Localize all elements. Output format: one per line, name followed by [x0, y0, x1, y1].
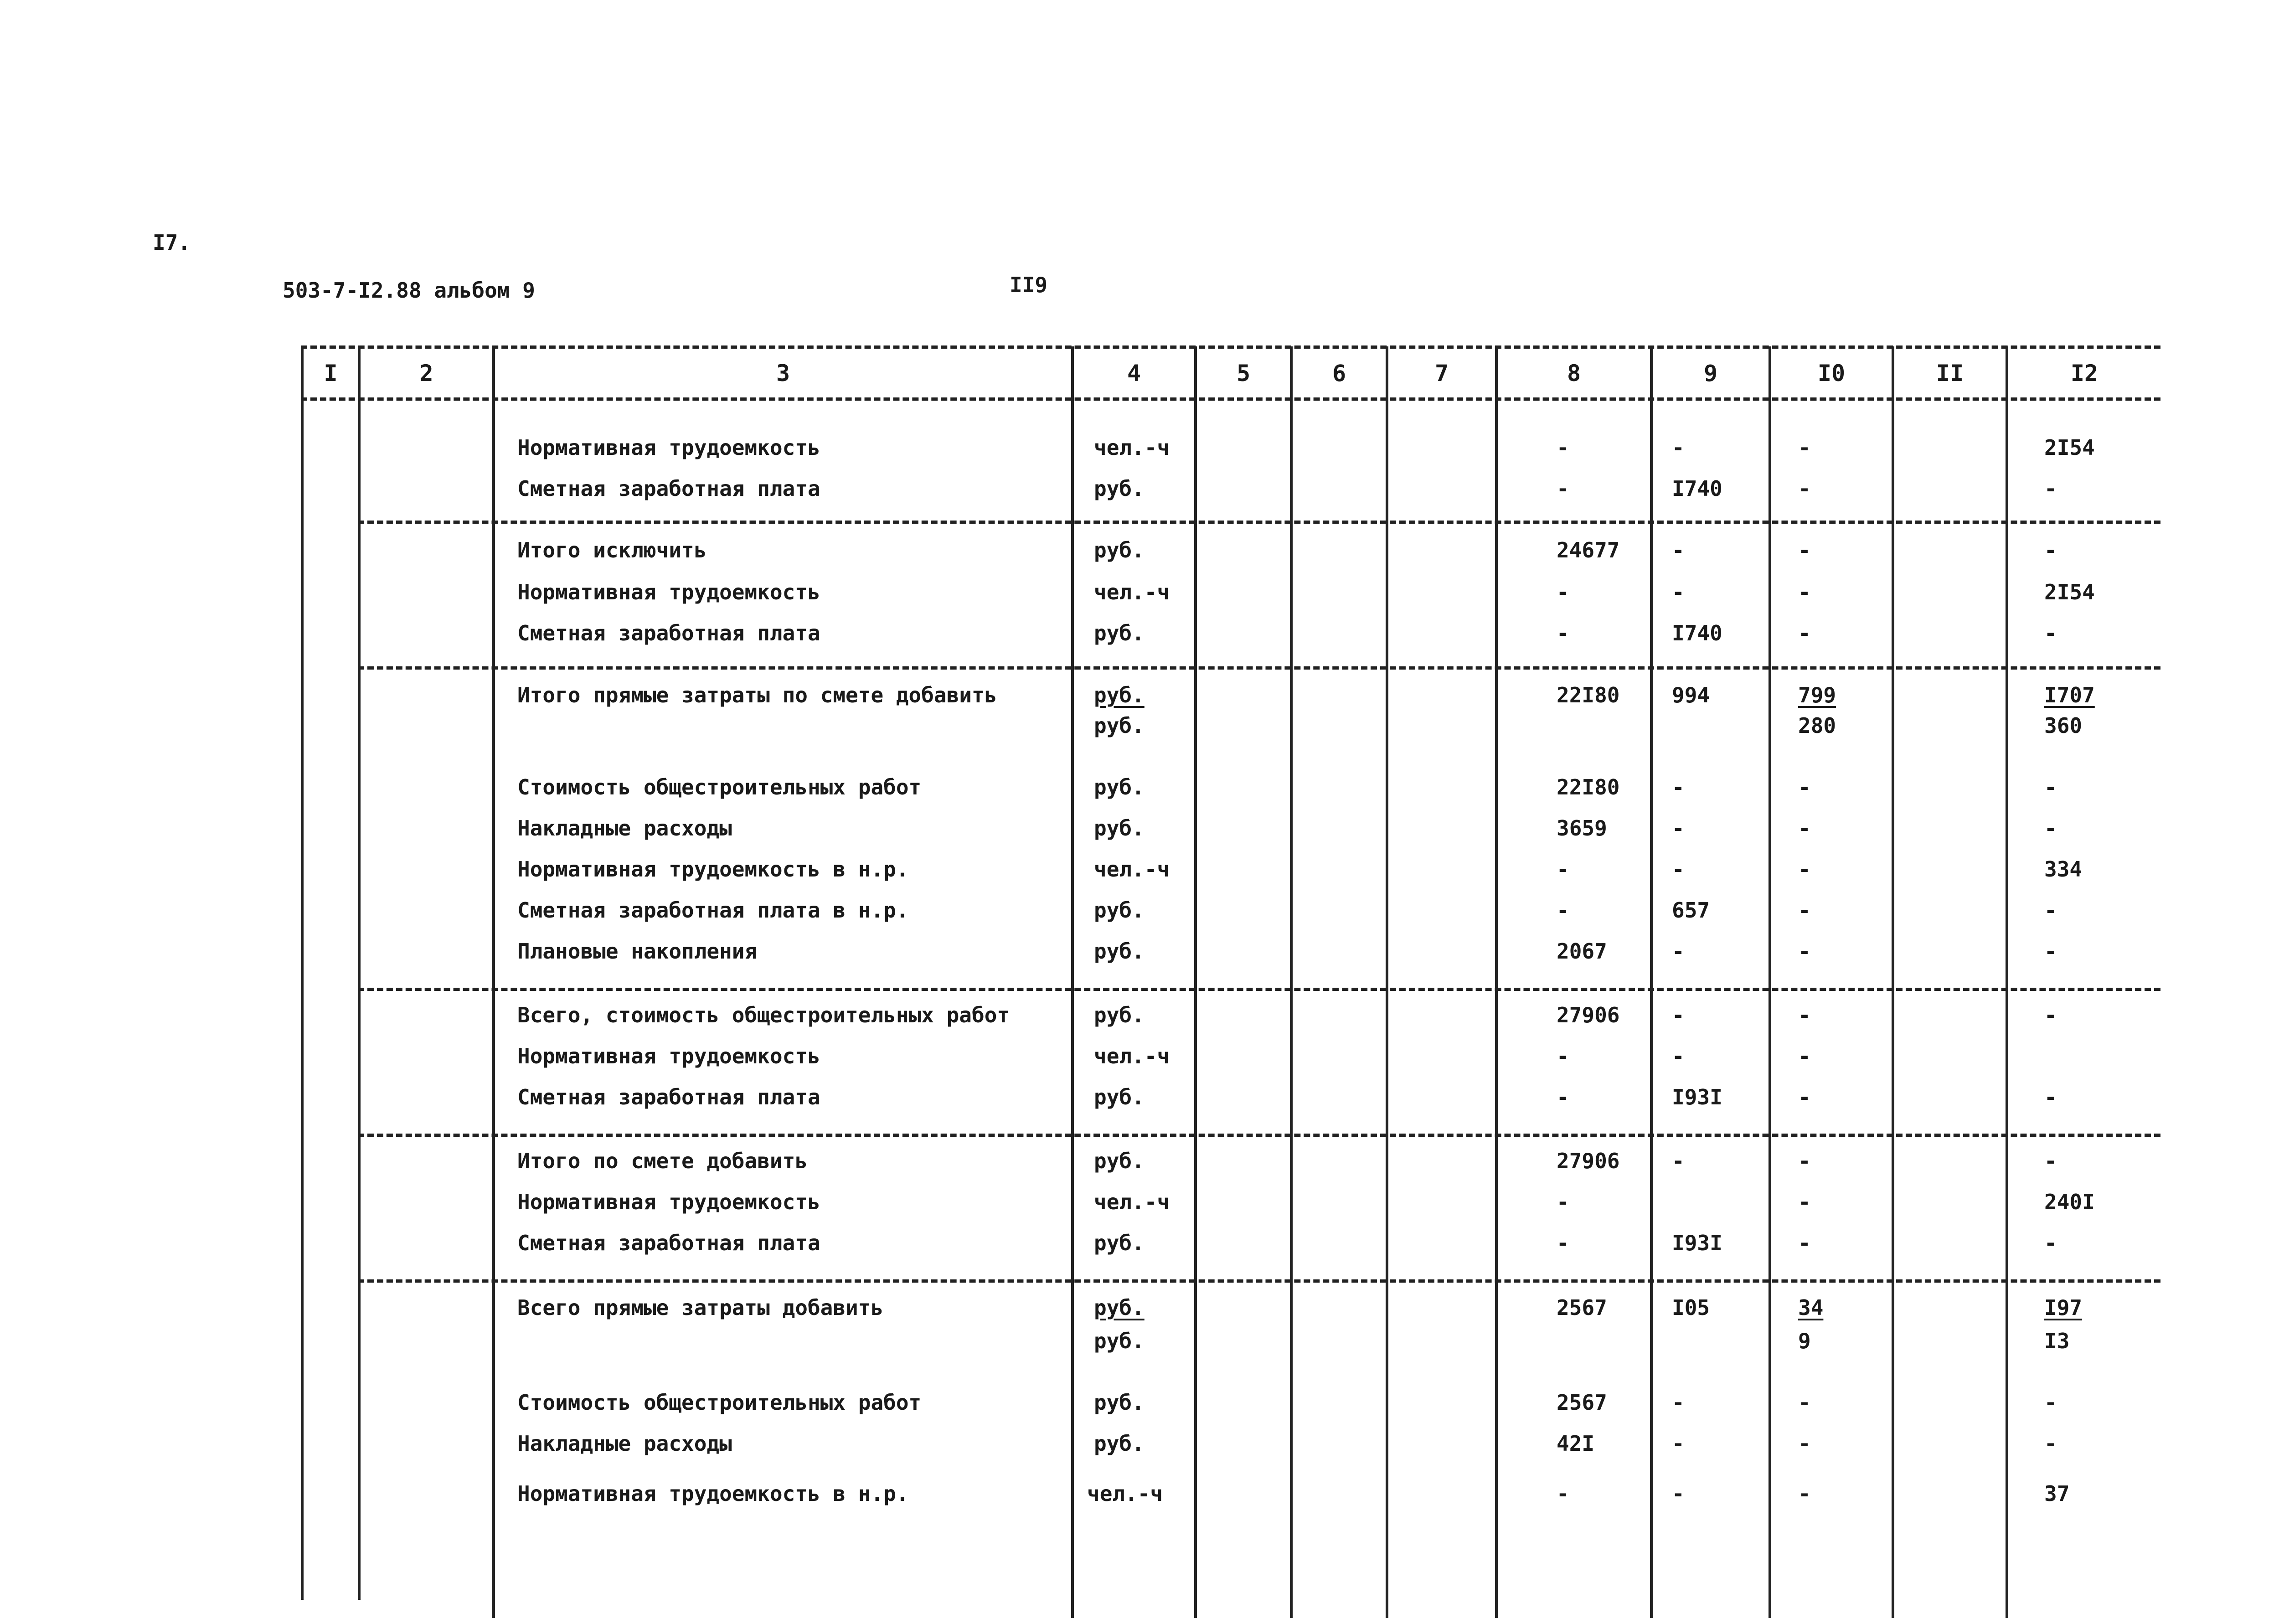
col8-value: 27906	[1557, 1149, 1620, 1173]
col9-value: I740	[1672, 476, 1722, 501]
col-border	[301, 346, 304, 1600]
col10-value: -	[1798, 1085, 1811, 1109]
col12-value: -	[2044, 1149, 2057, 1173]
row-description: Итого прямые затраты по смете добавить	[517, 683, 997, 707]
col9-value: -	[1672, 1481, 1685, 1506]
row-unit: руб.	[1094, 683, 1145, 707]
group-separator	[358, 1134, 2160, 1137]
col12-value: 2I54	[2044, 435, 2095, 460]
col12-value: 240I	[2044, 1190, 2095, 1214]
col10-value: -	[1798, 939, 1811, 964]
column-number: I	[324, 360, 338, 387]
header-bottom-border	[301, 397, 2160, 401]
col12-value: -	[2044, 1431, 2057, 1456]
col-border	[1194, 346, 1197, 1618]
col8-value: 24677	[1557, 538, 1620, 562]
col10-value: -	[1798, 476, 1811, 501]
col8-value: -	[1557, 898, 1569, 923]
col9-value: -	[1672, 1431, 1685, 1456]
row-unit: чел.-ч	[1094, 435, 1170, 460]
col9-value: -	[1672, 857, 1685, 882]
col8-value: 2067	[1557, 939, 1607, 964]
row-unit: руб.	[1094, 538, 1145, 562]
group-separator	[358, 666, 2160, 670]
col8-value: 3659	[1557, 816, 1607, 840]
col-border	[1650, 346, 1653, 1618]
row-unit: руб.	[1094, 1390, 1145, 1415]
row-description: Плановые накопления	[517, 939, 758, 964]
col10-value: -	[1798, 816, 1811, 840]
table-top-border	[301, 345, 2160, 349]
col9-value: 657	[1672, 898, 1710, 923]
row-unit: чел.-ч	[1094, 857, 1170, 882]
col8-value: 27906	[1557, 1003, 1620, 1027]
col10-value: -	[1798, 1431, 1811, 1456]
col10-value: -	[1798, 1003, 1811, 1027]
document-code: 503-7-I2.88 альбом 9	[283, 278, 535, 303]
col9-value: -	[1672, 435, 1685, 460]
col9-value: -	[1672, 816, 1685, 840]
col9-value: -	[1672, 939, 1685, 964]
col12-value: I707	[2044, 683, 2095, 707]
col-border	[1071, 346, 1074, 1618]
row-description: Нормативная трудоемкость	[517, 1190, 820, 1214]
row-description: Сметная заработная плата	[517, 476, 820, 501]
col-border	[358, 346, 361, 1600]
column-number: I0	[1817, 360, 1846, 387]
col12-value: -	[2044, 476, 2057, 501]
row-description: Сметная заработная плата в н.р.	[517, 898, 909, 923]
row-unit: чел.-ч	[1094, 1190, 1170, 1214]
group-separator	[358, 1279, 2160, 1283]
row-unit: руб.	[1094, 898, 1145, 923]
col12-value: 2I54	[2044, 580, 2095, 604]
column-number: 2	[419, 360, 433, 387]
row-unit: чел.-ч	[1094, 1044, 1170, 1068]
column-number: 8	[1567, 360, 1581, 387]
col8-value: 42I	[1557, 1431, 1595, 1456]
group-separator	[358, 521, 2160, 524]
page-number: II9	[1010, 273, 1048, 297]
col9-value: -	[1672, 1390, 1685, 1415]
col12-value: 334	[2044, 857, 2083, 882]
row-description: Стоимость общестроительных работ	[517, 1390, 922, 1415]
col10-value-second: 280	[1798, 713, 1836, 738]
col8-value: -	[1557, 1085, 1569, 1109]
col12-value: 37	[2044, 1481, 2070, 1506]
row-unit: руб.	[1094, 1085, 1145, 1109]
col-border	[1892, 346, 1894, 1618]
col8-value: -	[1557, 1481, 1569, 1506]
col-border	[1290, 346, 1293, 1618]
row-unit: руб.	[1094, 1295, 1145, 1320]
row-unit: руб.	[1094, 1431, 1145, 1456]
group-separator	[358, 988, 2160, 991]
col9-value: -	[1672, 1003, 1685, 1027]
row-description: Сметная заработная плата	[517, 1231, 820, 1255]
row-description: Всего, стоимость общестроительных работ	[517, 1003, 1010, 1027]
row-unit: руб.	[1094, 621, 1145, 645]
row-description: Нормативная трудоемкость	[517, 435, 820, 460]
row-unit: руб.	[1094, 939, 1145, 964]
col12-value: -	[2044, 621, 2057, 645]
col10-value: -	[1798, 1231, 1811, 1255]
col-border	[1386, 346, 1388, 1618]
row-description: Накладные расходы	[517, 1431, 732, 1456]
row-description: Нормативная трудоемкость	[517, 580, 820, 604]
col12-value: -	[2044, 1003, 2057, 1027]
col8-value: 22I80	[1557, 775, 1620, 799]
col8-value: -	[1557, 1190, 1569, 1214]
col8-value: -	[1557, 435, 1569, 460]
row-description: Накладные расходы	[517, 816, 732, 840]
col10-value: -	[1798, 775, 1811, 799]
col10-value: -	[1798, 1044, 1811, 1068]
row-unit: руб.	[1094, 1231, 1145, 1255]
column-number: II	[1936, 360, 1964, 387]
col9-value: -	[1672, 538, 1685, 562]
col-border	[2006, 346, 2008, 1618]
col-border	[1495, 346, 1498, 1618]
column-number: 7	[1434, 360, 1449, 387]
col8-value: -	[1557, 476, 1569, 501]
col12-value: -	[2044, 898, 2057, 923]
col12-value: -	[2044, 538, 2057, 562]
col9-value: 994	[1672, 683, 1710, 707]
column-number: 4	[1127, 360, 1141, 387]
row-unit: руб.	[1094, 1149, 1145, 1173]
col9-value: I93I	[1672, 1231, 1722, 1255]
row-unit-second: руб.	[1094, 713, 1145, 738]
col9-value: I05	[1672, 1295, 1710, 1320]
row-unit: руб.	[1094, 1003, 1145, 1027]
col8-value: -	[1557, 1231, 1569, 1255]
row-description: Нормативная трудоемкость в н.р.	[517, 1481, 909, 1506]
col9-value: I93I	[1672, 1085, 1722, 1109]
row-description: Всего прямые затраты добавить	[517, 1295, 884, 1320]
page-marker: I7.	[153, 230, 191, 255]
row-description: Сметная заработная плата	[517, 1085, 820, 1109]
col10-value: -	[1798, 1190, 1811, 1214]
row-unit: руб.	[1094, 775, 1145, 799]
col10-value: -	[1798, 1390, 1811, 1415]
col8-value: 2567	[1557, 1295, 1607, 1320]
row-description: Итого исключить	[517, 538, 707, 562]
col9-value: -	[1672, 580, 1685, 604]
col12-value: I97	[2044, 1295, 2083, 1320]
col12-value: -	[2044, 775, 2057, 799]
col12-value: -	[2044, 1085, 2057, 1109]
col9-value: -	[1672, 775, 1685, 799]
col10-value: -	[1798, 898, 1811, 923]
col-border	[492, 346, 495, 1618]
col10-value: -	[1798, 580, 1811, 604]
col-border	[1769, 346, 1771, 1618]
col10-value: -	[1798, 538, 1811, 562]
col9-value: I740	[1672, 621, 1722, 645]
col9-value: -	[1672, 1044, 1685, 1068]
col9-value: -	[1672, 1149, 1685, 1173]
col10-value: -	[1798, 621, 1811, 645]
row-unit: руб.	[1094, 816, 1145, 840]
row-unit: руб.	[1094, 476, 1145, 501]
row-description: Стоимость общестроительных работ	[517, 775, 922, 799]
col10-value: 799	[1798, 683, 1836, 707]
column-number: 9	[1703, 360, 1718, 387]
row-unit-second: руб.	[1094, 1329, 1145, 1353]
row-unit: чел.-ч	[1087, 1481, 1163, 1506]
col8-value: -	[1557, 1044, 1569, 1068]
column-number: 6	[1332, 360, 1346, 387]
row-description: Нормативная трудоемкость	[517, 1044, 820, 1068]
col12-value-second: 360	[2044, 713, 2083, 738]
col10-value: 34	[1798, 1295, 1824, 1320]
col8-value: 22I80	[1557, 683, 1620, 707]
col10-value: -	[1798, 435, 1811, 460]
row-description: Итого по смете добавить	[517, 1149, 808, 1173]
col12-value: -	[2044, 1231, 2057, 1255]
col12-value: -	[2044, 816, 2057, 840]
col10-value: -	[1798, 857, 1811, 882]
column-number: I2	[2070, 360, 2099, 387]
col10-value-second: 9	[1798, 1329, 1811, 1353]
row-description: Сметная заработная плата	[517, 621, 820, 645]
column-number: 5	[1236, 360, 1251, 387]
col10-value: -	[1798, 1149, 1811, 1173]
col8-value: -	[1557, 580, 1569, 604]
col8-value: -	[1557, 857, 1569, 882]
column-number: 3	[776, 360, 790, 387]
col12-value: -	[2044, 939, 2057, 964]
row-unit: чел.-ч	[1094, 580, 1170, 604]
col8-value: 2567	[1557, 1390, 1607, 1415]
col8-value: -	[1557, 621, 1569, 645]
row-description: Нормативная трудоемкость в н.р.	[517, 857, 909, 882]
col10-value: -	[1798, 1481, 1811, 1506]
col12-value: -	[2044, 1390, 2057, 1415]
col12-value-second: I3	[2044, 1329, 2070, 1353]
